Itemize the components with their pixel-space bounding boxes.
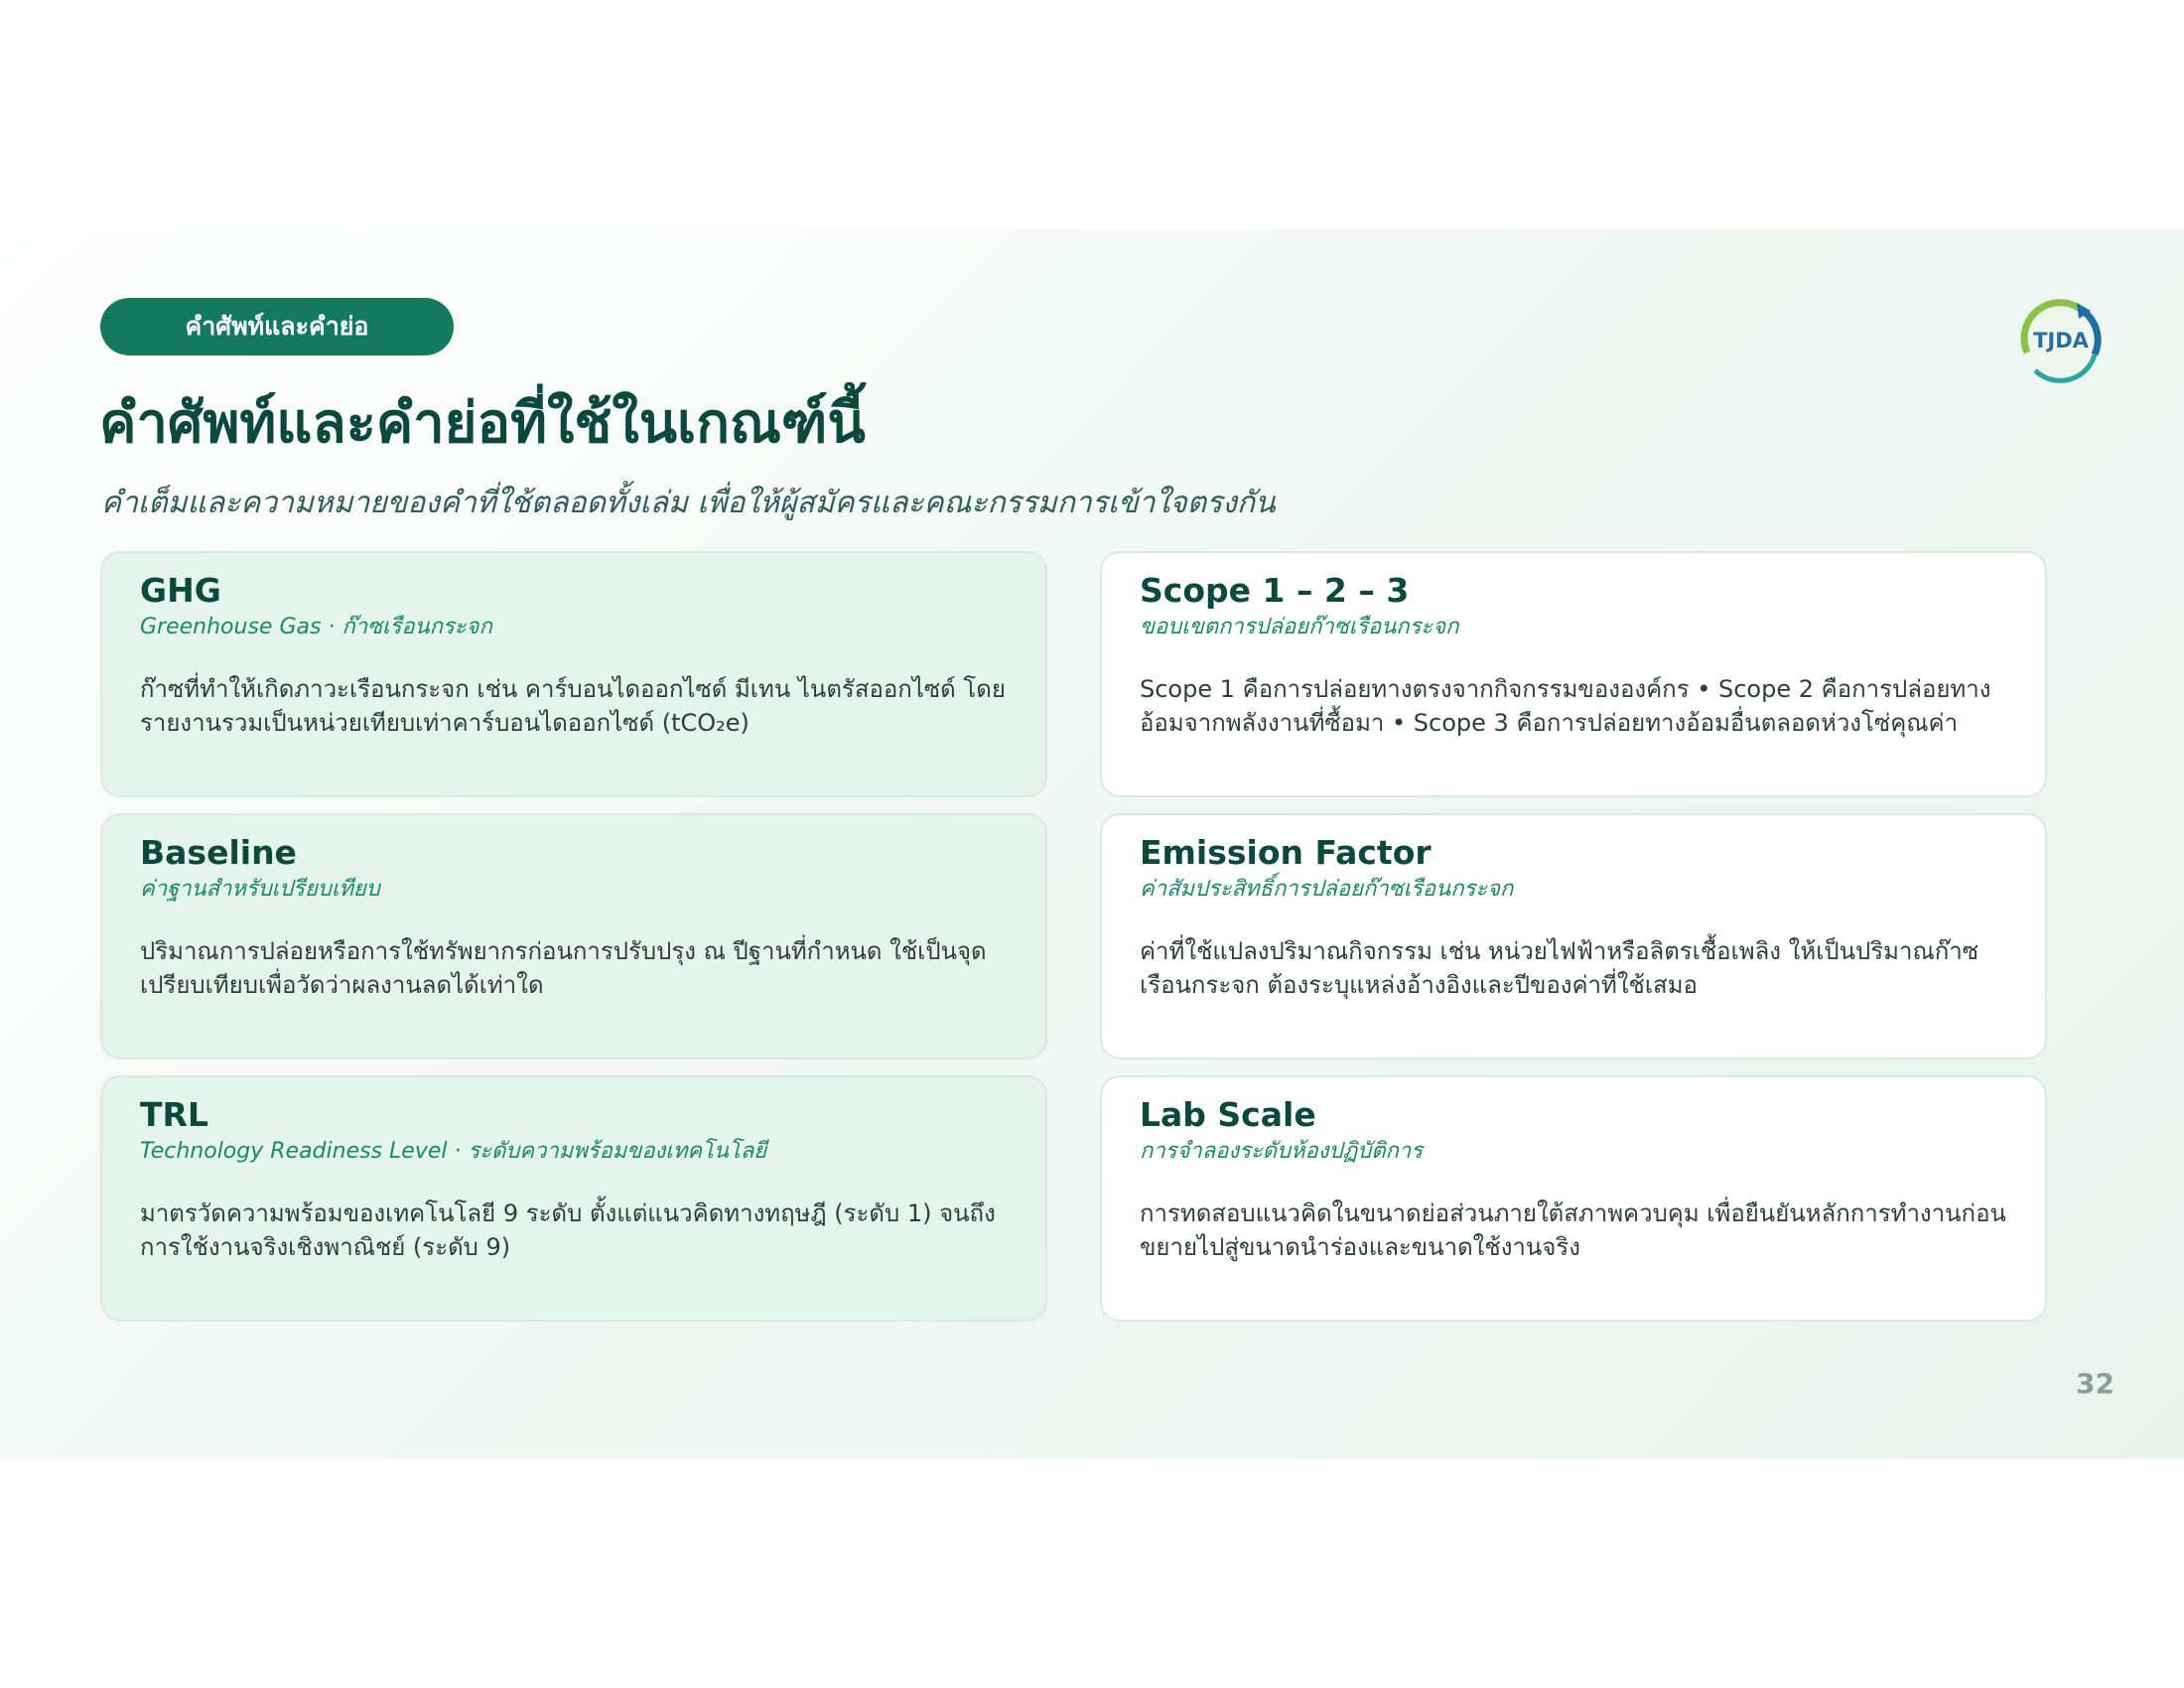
term-title: GHG [140,571,221,610]
term-card-scope [1100,551,2047,797]
term-title: Emission Factor [1140,833,1432,872]
term-title: Lab Scale [1140,1095,1316,1134]
term-definition: Technology Readiness Level · ระดับความพร้อมของเทคโนโลยี [140,1139,767,1164]
logo-text: TJDA [2033,329,2089,352]
term-definition: Greenhouse Gas · ก๊าซเรือนกระจก [140,615,492,639]
term-definition: ขอบเขตการปล่อยก๊าซเรือนกระจก [1140,615,1459,639]
term-description: ปริมาณการปล่อยหรือการใช้ทรัพยากรก่อนการปรับปรุง ณ ปีฐานที่กำหนด ใช้เป็นจุดเปรียบเทียบเพื่อวัดว่าผลงานลดได้เท่าใด [140,937,987,999]
term-card-lab-scale [1100,1075,2047,1322]
term-description: Scope 1 คือการปล่อยทางตรงจากกิจกรรมขององค์กร • Scope 2 คือการปล่อยทางอ้อมจากพลังงานที่ซื้อมา • Scope 3 คือการปล่อยทางอ้อมอื่นตลอดห่วงโซ่คุณค่า [1140,675,1991,737]
term-description: ก๊าซที่ทำให้เกิดภาวะเรือนกระจก เช่น คาร์บอนไดออกไซด์ มีเทน ไนตรัสออกไซด์ โดยรายงานรวมเป็นหน่วยเทียบเท่าคาร์บอนไดออกไซด์ (tCO₂e) [140,675,1006,737]
term-description: การทดสอบแนวคิดในขนาดย่อส่วนภายใต้สภาพควบคุม เพื่อยืนยันหลักการทำงานก่อนขยายไปสู่ขนาดนำร่องและขนาดใช้งานจริง [1140,1199,2006,1261]
page-subtitle: คำเต็มและความหมายของคำที่ใช้ตลอดทั้งเล่ม เพื่อให้ผู้สมัครและคณะกรรมการเข้าใจตรงกัน [101,486,1276,520]
term-card-ghg [100,551,1047,797]
section-pill: คำศัพท์และคำย่อ [100,298,454,355]
term-title: Scope 1 – 2 – 3 [1140,571,1410,610]
term-definition: ค่าสัมประสิทธิ์การปล่อยก๊าซเรือนกระจก [1140,877,1514,902]
term-definition: การจำลองระดับห้องปฏิบัติการ [1140,1139,1423,1164]
slide [0,229,2184,1459]
page-number: 32 [2076,1367,2115,1400]
term-definition: ค่าฐานสำหรับเปรียบเทียบ [140,877,380,902]
term-description: ค่าที่ใช้แปลงปริมาณกิจกรรม เช่น หน่วยไฟฟ้าหรือลิตรเชื้อเพลิง ให้เป็นปริมาณก๊าซเรือนกระจก ต้องระบุแหล่งอ้างอิงและปีของค่าที่ใช้เสมอ [1140,937,1979,999]
tjda-logo-icon [2013,293,2109,388]
term-title: Baseline [140,833,297,872]
term-description: มาตรวัดความพร้อมของเทคโนโลยี 9 ระดับ ตั้งแต่แนวคิดทางทฤษฎี (ระดับ 1) จนถึงการใช้งานจริงเชิงพาณิชย์ (ระดับ 9) [140,1199,996,1261]
term-card-trl [100,1075,1047,1322]
page-title: คำศัพท์และคำย่อที่ใช้ในเกณฑ์นี้ [99,391,866,456]
term-card-emission-factor [1100,813,2047,1059]
term-card-baseline [100,813,1047,1059]
term-title: TRL [140,1095,208,1134]
